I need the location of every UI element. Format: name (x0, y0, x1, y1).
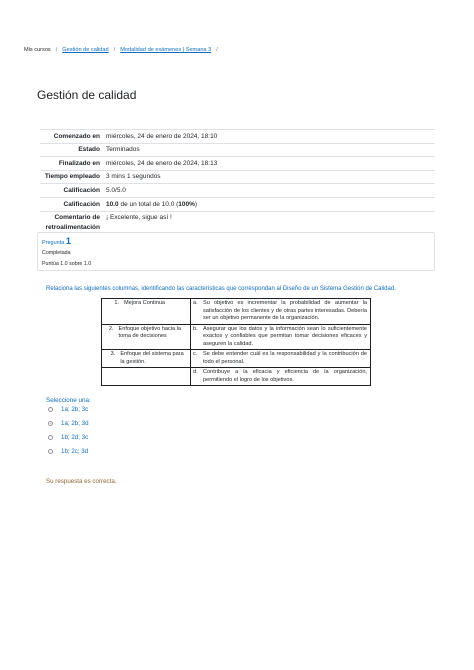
started-value: miércoles, 24 de enero de 2024, 18:10 (103, 130, 435, 144)
question-grade: Puntúa 1.0 sobre 1.0 (42, 261, 92, 267)
summary-row-finished (40, 157, 435, 171)
item-description: Su objetivo es incrementar la probabilidad de aumentar la satisfacción de los clientes y de otras partes interesadas. Debería ser un objetivo permanente de la organización. (203, 300, 367, 322)
state-value: Terminados (103, 143, 435, 157)
question-state: Completada (42, 250, 71, 256)
finished-value: miércoles, 24 de enero de 2024, 18:13 (103, 157, 435, 171)
radio-button[interactable] (48, 407, 53, 412)
item-text: Enfoque del sistema para la gestión. (120, 351, 184, 365)
finished-label: Finalizado en (40, 157, 103, 171)
matching-table (101, 298, 371, 386)
feedback-label: Comentario de retroalimentación (40, 211, 103, 234)
item-number: 3. (110, 351, 116, 358)
radio-button[interactable] (48, 449, 53, 454)
item-description: Contribuye a la eficacia y eficiencia de la organización, permitiendo el logro de los objetivos. (203, 369, 367, 383)
answer-option[interactable] (48, 434, 88, 441)
right-column-cell (191, 350, 371, 368)
marks-value: 5.0/5.0 (103, 184, 435, 198)
breadcrumb-separator: / (113, 47, 116, 53)
breadcrumb-course-link[interactable]: Gestión de calidad (62, 47, 109, 53)
left-column-cell (102, 350, 191, 368)
radio-button[interactable] (48, 435, 53, 440)
question-prefix: Pregunta (42, 240, 65, 246)
summary-row-grade (40, 198, 435, 212)
marks-label: Calificación (40, 184, 103, 198)
question-number-value: 1 (65, 236, 71, 246)
question-number (42, 236, 71, 246)
item-description: Asegurar que los datos y la información sean lo suficientemente exactos y confiables que permitan tomar decisiones eficaces y aseguren la calidad. (203, 325, 367, 347)
item-letter: c. (193, 351, 198, 358)
left-column-cell (102, 324, 191, 350)
answer-option[interactable] (48, 420, 89, 427)
breadcrumb-separator: / (55, 47, 58, 53)
page-title: Gestión de calidad (37, 88, 137, 102)
breadcrumb-separator: / (216, 47, 218, 53)
item-letter: b. (193, 325, 198, 332)
item-description: Se debe entender cuál es la responsabilidad y la contribución de todo el personal. (203, 351, 367, 365)
summary-row-time (40, 170, 435, 184)
summary-row-state (40, 143, 435, 157)
question-text: Relaciona las siguientes columnas, identificando las características que correspondan al Diseño de un Sistema Gestión de Calidad. (46, 286, 396, 292)
left-column-cell (102, 368, 191, 386)
answer-option-label[interactable]: 1b; 2d; 3c (61, 434, 89, 441)
grade-value (103, 198, 435, 212)
grade-value-bold: 10.0 (106, 200, 119, 208)
grade-value-mid: de un total de 10.0 ( (118, 200, 179, 208)
matching-row (102, 324, 371, 350)
item-letter: a. (193, 300, 198, 306)
item-text: Enfoque objetivo hacia la toma de decisiones (118, 325, 182, 340)
summary-row-marks (40, 184, 435, 198)
radio-button-checked[interactable] (48, 421, 53, 426)
right-column-cell (191, 324, 371, 350)
state-label: Estado (40, 143, 103, 157)
grade-label: Calificación (40, 198, 103, 212)
grade-value-percent: 100% (178, 200, 195, 208)
breadcrumb (24, 47, 223, 53)
left-column-cell (102, 299, 191, 325)
started-label: Comenzado en (40, 130, 103, 144)
right-column-cell (191, 299, 371, 325)
summary-row-feedback (40, 211, 435, 234)
feedback-value: ¡ Excelente, sigue así ! (103, 211, 435, 234)
answer-option-label[interactable]: 1a; 2b; 3c (61, 406, 89, 413)
answer-option-label[interactable]: 1b; 2c; 3d (61, 448, 89, 455)
item-text: Mejora Continua (124, 300, 166, 306)
answer-option[interactable] (48, 406, 88, 413)
question-info-box (37, 232, 435, 271)
matching-row (102, 299, 371, 325)
answer-option-label[interactable]: 1a; 2b; 3d (61, 420, 89, 427)
time-value: 3 mins 1 segundos (103, 170, 435, 184)
right-column-cell (191, 368, 371, 386)
matching-row (102, 368, 371, 386)
time-label: Tiempo empleado (40, 170, 103, 184)
answer-option[interactable] (48, 448, 88, 455)
breadcrumb-home[interactable]: Mis cursos (24, 47, 51, 53)
grade-value-end: ) (194, 200, 198, 208)
item-number: 2. (108, 325, 114, 332)
breadcrumb-section-link[interactable]: Modalidad de exámenes | Semana 3 (120, 47, 212, 53)
select-one-label: Seleccione una: (46, 397, 91, 404)
attempt-summary-table (40, 129, 435, 235)
summary-row-started (40, 130, 435, 144)
item-number: 1. (114, 300, 119, 306)
answer-feedback: Su respuesta es correcta. (46, 478, 117, 485)
matching-row (102, 350, 371, 368)
item-letter: d. (193, 369, 198, 376)
